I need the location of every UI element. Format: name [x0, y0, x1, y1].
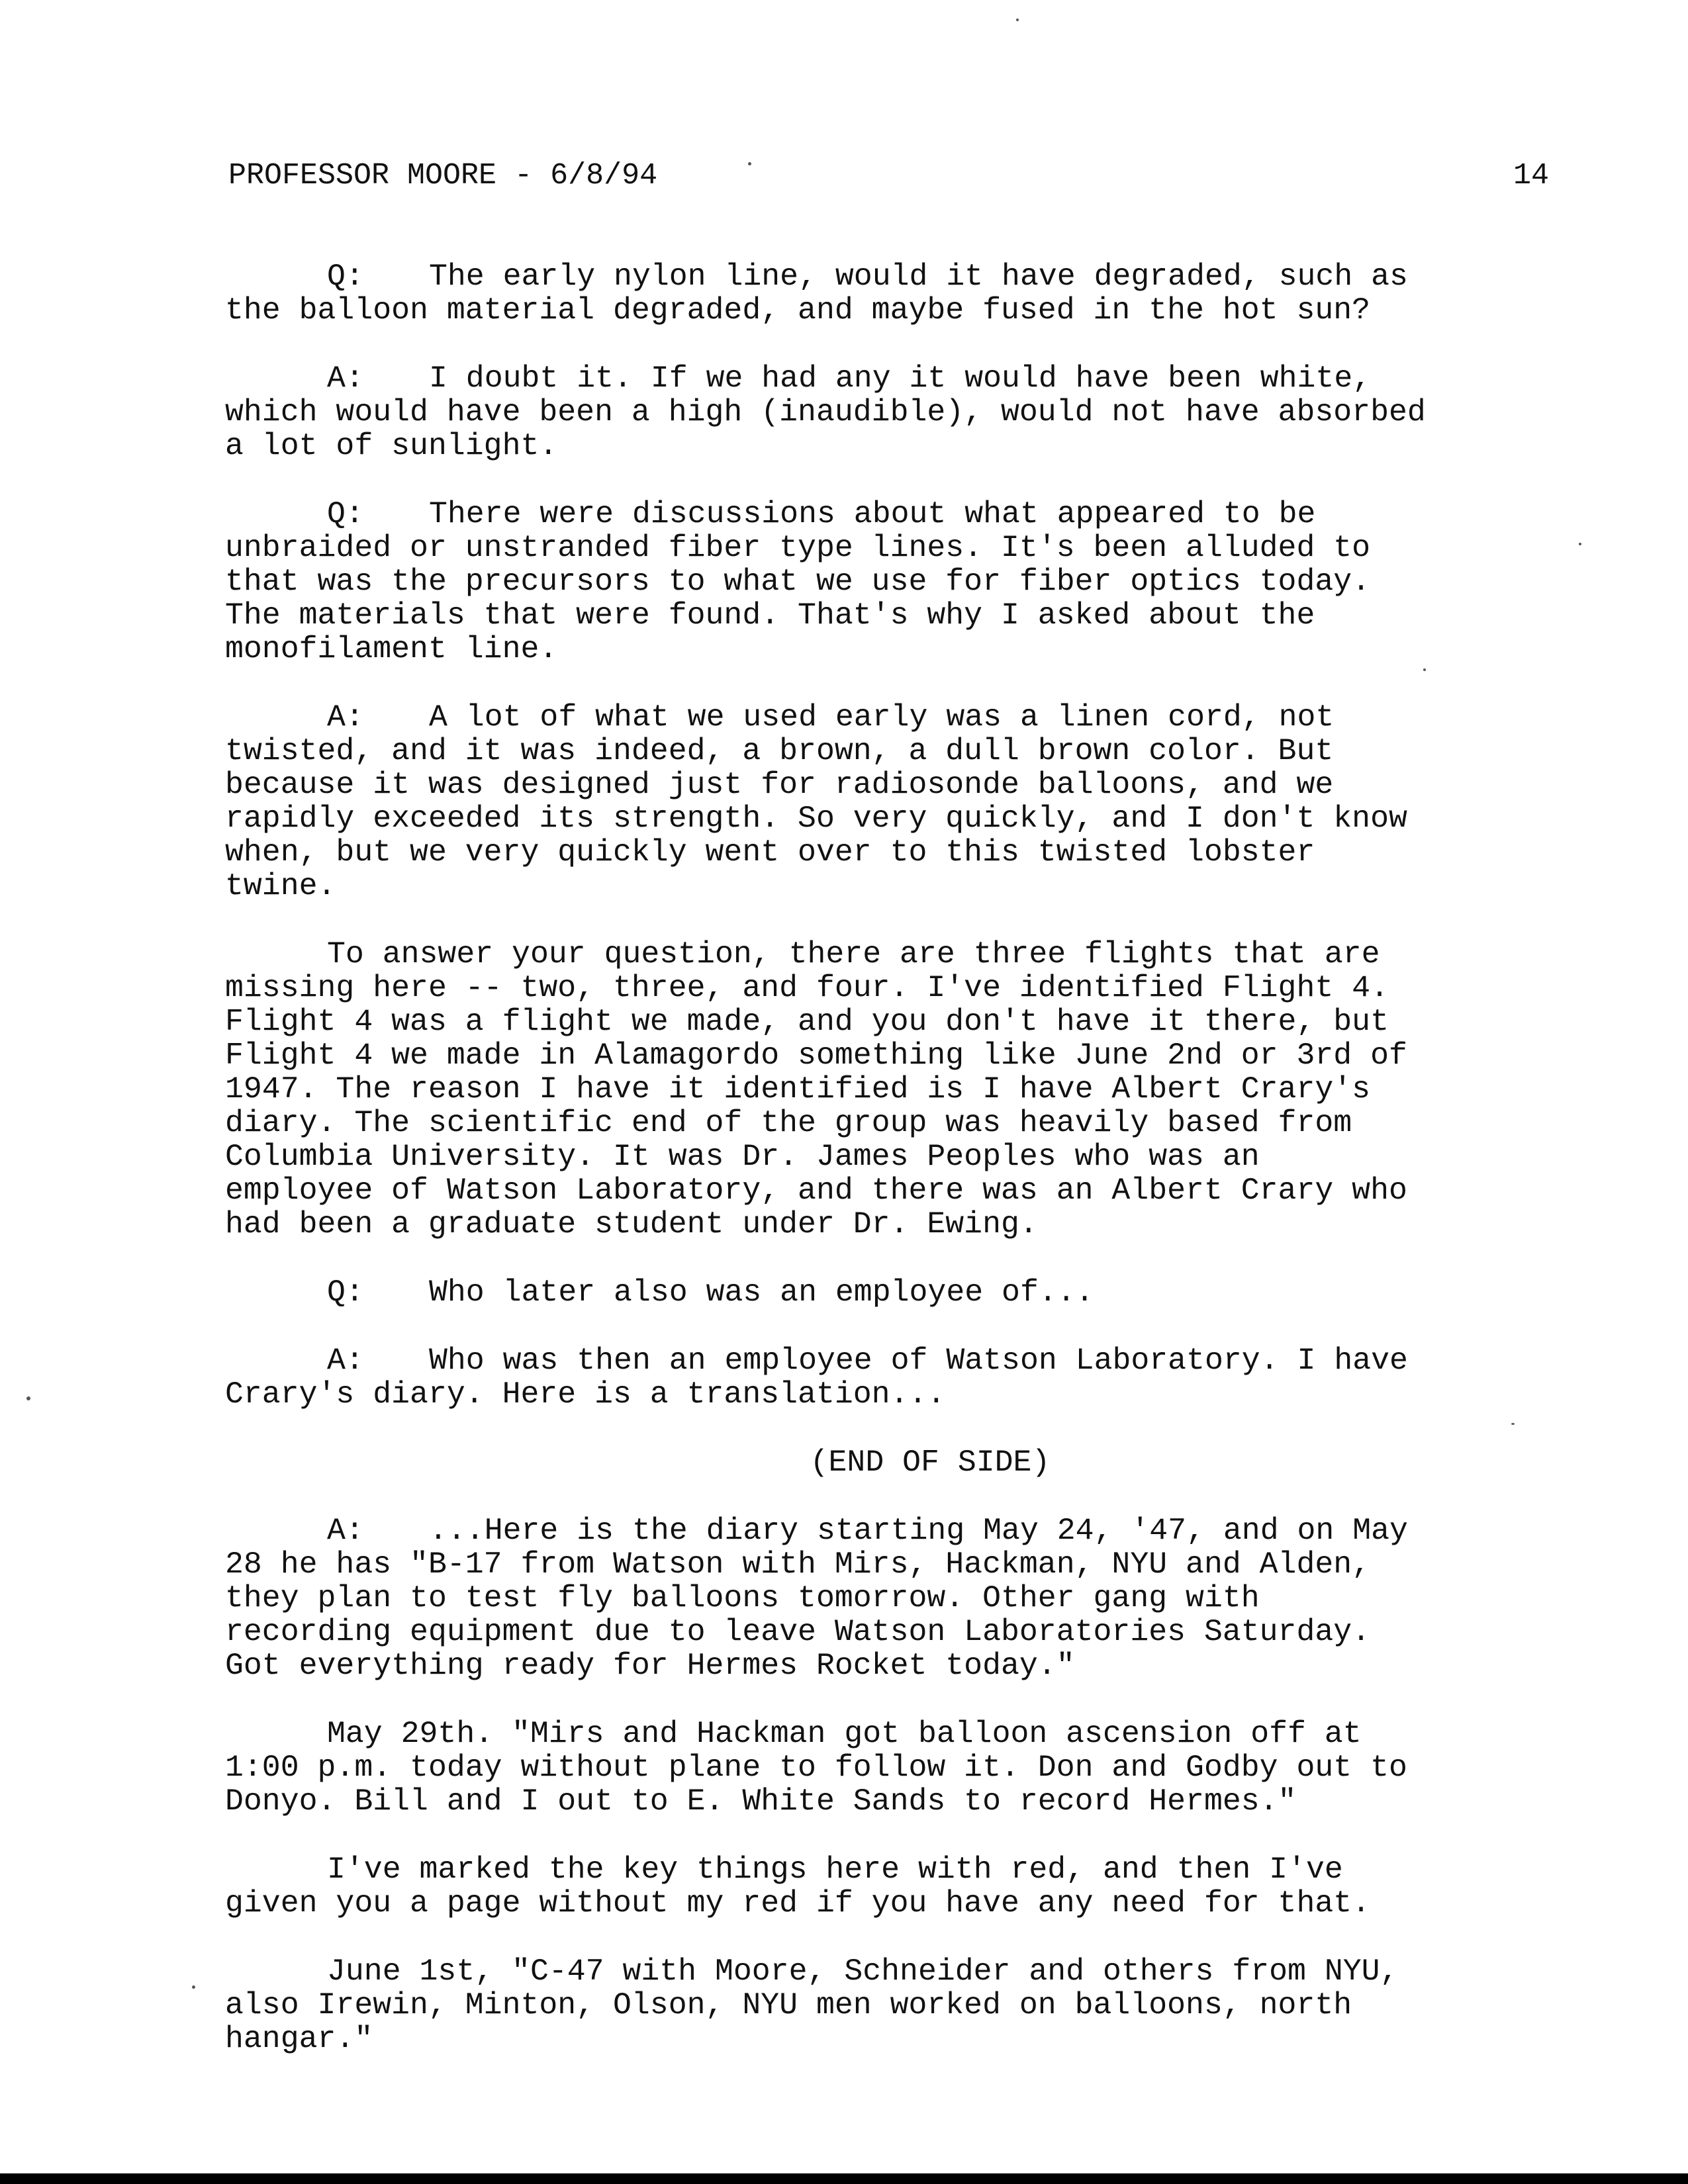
transcript-paragraph [225, 1343, 1556, 1411]
paragraph-line: had been a graduate student under Dr. Ewing. [225, 1206, 1038, 1242]
scan-speck [1016, 19, 1019, 21]
transcript-paragraph [225, 700, 1556, 903]
paragraph-line: when, but we very quickly went over to this twisted lobster [225, 835, 1315, 870]
paragraph-line: May 29th. "Mirs and Hackman got balloon ascension off at [327, 1716, 1362, 1751]
speaker-label: A: [327, 700, 364, 735]
speaker-label: A: [327, 1513, 364, 1548]
section-break: (END OF SIDE) [810, 1445, 1051, 1480]
header-title: PROFESSOR MOORE - 6/8/94 [228, 159, 658, 193]
scan-bottom-edge [0, 2173, 1688, 2184]
scan-speck [26, 1396, 30, 1400]
scan-speck [1511, 1423, 1515, 1425]
paragraph-line: because it was designed just for radiosonde balloons, and we [225, 767, 1334, 802]
paragraph-line: 1947. The reason I have it identified is I have Albert Crary's [225, 1071, 1371, 1107]
paragraph-line: rapidly exceeded its strength. So very quickly, and I don't know [225, 801, 1407, 836]
paragraph-line: recording equipment due to leave Watson Laboratories Saturday. [225, 1614, 1371, 1649]
paragraph-line: that was the precursors to what we use for fiber optics today. [225, 564, 1371, 599]
paragraph-line: which would have been a high (inaudible), would not have absorbed [225, 394, 1426, 430]
paragraph-line: 1:00 p.m. today without plane to follow it. Don and Godby out to [225, 1750, 1407, 1785]
transcript-paragraph [225, 1717, 1556, 1818]
paragraph-line: a lot of sunlight. [225, 428, 558, 463]
paragraph-line: There were discussions about what appeared to be [429, 496, 1316, 531]
speaker-label: Q: [327, 496, 364, 531]
paragraph-line: twisted, and it was indeed, a brown, a dull brown color. But [225, 733, 1334, 768]
paragraph-line: hangar." [225, 2021, 373, 2056]
speaker-label: A: [327, 1343, 364, 1378]
transcript-paragraph [225, 497, 1556, 666]
paragraph-line: twine. [225, 868, 336, 903]
paragraph-line: Got everything ready for Hermes Rocket today." [225, 1648, 1075, 1683]
paragraph-line: missing here -- two, three, and four. I've identified Flight 4. [225, 970, 1389, 1005]
paragraph-line: Flight 4 was a flight we made, and you don't have it there, but [225, 1004, 1389, 1039]
paragraph-line: Columbia University. It was Dr. James Peoples who was an [225, 1139, 1260, 1174]
scan-speck [1423, 668, 1426, 671]
paragraph-line: I doubt it. If we had any it would have been white, [429, 361, 1372, 396]
paragraph-line: I've marked the key things here with red, and then I've [327, 1852, 1343, 1887]
paragraph-line: the balloon material degraded, and maybe fused in the hot sun? [225, 293, 1371, 328]
paragraph-line: A lot of what we used early was a linen cord, not [429, 700, 1335, 735]
speaker-label: Q: [327, 1275, 364, 1310]
paragraph-line: diary. The scientific end of the group was heavily based from [225, 1105, 1352, 1140]
scan-speck [192, 1985, 195, 1989]
page-header [228, 158, 1549, 195]
paragraph-line: Donyo. Bill and I out to E. White Sands to record Hermes." [225, 1784, 1297, 1819]
scan-speck [748, 162, 751, 165]
transcript-paragraph [225, 1852, 1556, 1920]
paragraph-line: Who was then an employee of Watson Laboratory. I have [429, 1343, 1408, 1378]
paragraph-line: To answer your question, there are three flights that are [327, 936, 1380, 972]
paragraph-line: Crary's diary. Here is a translation... [225, 1377, 946, 1412]
transcript-body [225, 259, 1556, 2090]
paragraph-line: they plan to test fly balloons tomorrow. Other gang with [225, 1580, 1260, 1615]
paragraph-line: The materials that were found. That's why I asked about the [225, 598, 1315, 633]
transcript-paragraph [225, 937, 1556, 1241]
paragraph-line: given you a page without my red if you have any need for that. [225, 1886, 1371, 1921]
paragraph-line: The early nylon line, would it have degraded, such as [429, 259, 1408, 294]
paragraph-line: Who later also was an employee of... [429, 1275, 1094, 1310]
paragraph-line: monofilament line. [225, 631, 558, 666]
scan-speck [1579, 543, 1581, 545]
paragraph-line: ...Here is the diary starting May 24, '47, and on May [429, 1513, 1408, 1548]
transcript-paragraph [225, 1275, 1556, 1309]
paragraph-line: employee of Watson Laboratory, and there was an Albert Crary who [225, 1173, 1407, 1208]
paragraph-line: also Irewin, Minton, Olson, NYU men worked on balloons, north [225, 1987, 1352, 2023]
paragraph-line: 28 he has "B-17 from Watson with Mirs, Hackman, NYU and Alden, [225, 1547, 1371, 1582]
paragraph-line: unbraided or unstranded fiber type lines. It's been alluded to [225, 530, 1371, 565]
transcript-paragraph [225, 1514, 1556, 1682]
speaker-label: Q: [327, 259, 364, 294]
paragraph-line: Flight 4 we made in Alamagordo something like June 2nd or 3rd of [225, 1038, 1407, 1073]
page-number: 14 [1513, 159, 1549, 193]
transcript-paragraph [225, 1954, 1556, 2056]
transcript-paragraph [225, 259, 1556, 327]
transcript-paragraph [225, 361, 1556, 463]
speaker-label: A: [327, 361, 364, 396]
paragraph-line: June 1st, "C-47 with Moore, Schneider and others from NYU, [327, 1954, 1399, 1989]
